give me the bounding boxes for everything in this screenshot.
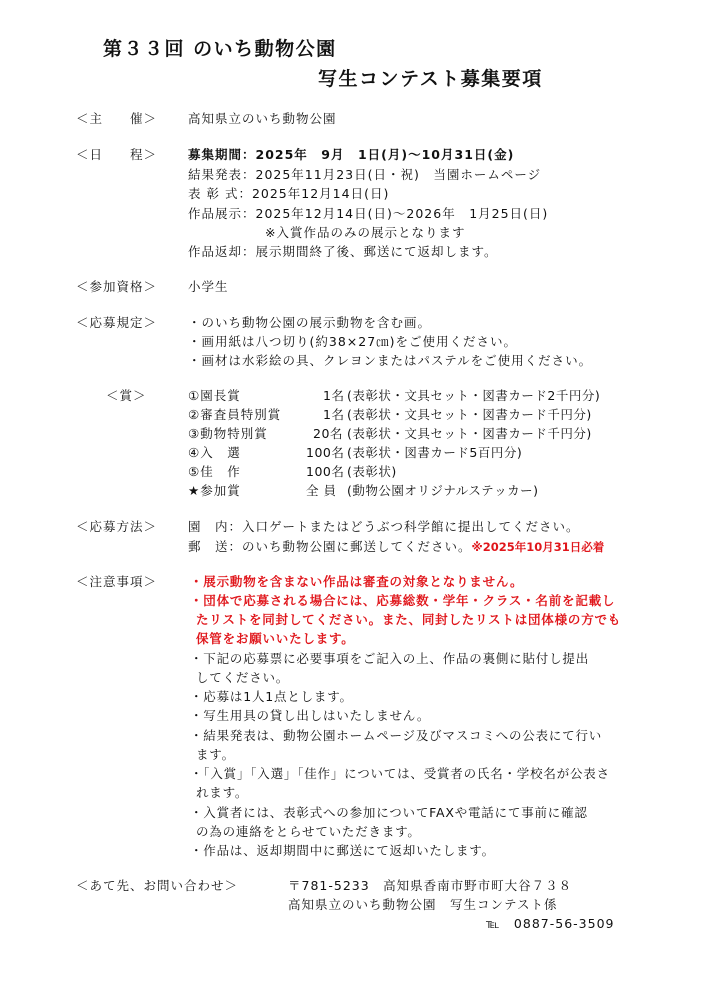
method-mail [188, 537, 604, 555]
contact-tel: ℡ 0887-56-3509 [486, 916, 615, 931]
prize-count: 20名 [313, 426, 343, 441]
note-item: れます。 [196, 785, 249, 800]
prize-name: ④入 選 [188, 445, 241, 460]
schedule-period: 募集期間：2025年 9月 1日(月)～10月31日(金) [188, 147, 515, 162]
sponsor-label: ＜主 催＞ [76, 111, 158, 126]
prize-detail: (表彰状) [347, 464, 397, 479]
note-item: ・作品は、返却期間中に郵送にて返却いたします。 [190, 843, 495, 858]
mail-deadline: ※2025年10月31日必着 [471, 540, 605, 554]
note-item: の為の連絡をとらせていただきます。 [196, 824, 421, 839]
note-item: ・結果発表は、動物公園ホームページ及びマスコミへの公表にて行い [190, 728, 603, 743]
schedule-ceremony: 表 彰 式：2025年12月14日(日) [188, 186, 390, 201]
contact-org: 高知県立のいち動物公園 写生コンテスト係 [288, 897, 558, 912]
prize-detail: (動物公園オリジナルステッカー) [347, 483, 539, 498]
contact-postal: 〒781-5233 高知県香南市野市町大谷７３８ [288, 878, 573, 893]
note-item: ・応募は1人1点とします。 [190, 689, 353, 704]
prize-count: 1名 [323, 388, 345, 403]
note-item: してください。 [196, 670, 290, 685]
rules-label: ＜応募規定＞ [76, 315, 158, 330]
note-item: ・入賞者には、表彰式への参加についてFAXや電話にて事前に確認 [190, 805, 588, 820]
prize-detail: (表彰状・図書カード5百円分) [347, 445, 523, 460]
note-red: ・団体で応募される場合には、応募総数・学年・クラス・名前を記載し [190, 593, 616, 608]
prize-detail: (表彰状・文具セット・図書カード千円分) [347, 426, 592, 441]
eligibility-label: ＜参加資格＞ [76, 279, 158, 294]
notes-label: ＜注意事項＞ [76, 574, 158, 589]
note-item: ます。 [196, 747, 235, 762]
note-item: ・「入賞」「入選」「佳作」については、受賞者の氏名・学校名が公表さ [190, 766, 610, 781]
prize-detail: (表彰状・文具セット・図書カード2千円分) [347, 388, 601, 403]
method-mail-text: 郵 送：のいち動物公園に郵送してください。 [188, 539, 472, 554]
rules-item: ・画用紙は八つ切り(約38×27㎝)をご使用ください。 [188, 334, 518, 349]
document-title-line2: 写生コンテスト募集要項 [318, 68, 543, 90]
schedule-label: ＜日 程＞ [76, 147, 158, 162]
sponsor-value: 高知県立のいち動物公園 [188, 111, 337, 126]
schedule-return: 作品返却：展示期間終了後、郵送にて返却します。 [188, 244, 498, 259]
document-title-line1: 第３３回 のいち動物公園 [103, 38, 337, 60]
rules-item: ・のいち動物公園の展示動物を含む画。 [188, 315, 432, 330]
note-item: ・写生用具の貸し出しはいたしません。 [190, 708, 431, 723]
prize-name: ★参加賞 [188, 483, 241, 498]
prize-count: 100名 [306, 445, 345, 460]
method-label: ＜応募方法＞ [76, 519, 158, 534]
rules-item: ・画材は水彩絵の具、クレヨンまたはパステルをご使用ください。 [188, 353, 593, 368]
note-red: 保管をお願いいたします。 [196, 631, 355, 646]
prize-count: 1名 [323, 407, 345, 422]
note-item: ・下記の応募票に必要事項をご記入の上、作品の裏側に貼付し提出 [190, 651, 590, 666]
prize-name: ⑤佳 作 [188, 464, 241, 479]
prize-name: ①園長賞 [188, 388, 241, 403]
contact-label: ＜あて先、お問い合わせ＞ [76, 878, 239, 893]
prize-count: 全 員 [306, 483, 337, 498]
prizes-label: ＜賞＞ [106, 388, 147, 403]
schedule-exhibit-note: ※入賞作品のみの展示となります [265, 225, 466, 240]
note-red: たリストを同封してください。また、同封したリストは団体様の方でも [196, 612, 622, 627]
schedule-exhibit: 作品展示：2025年12月14日(日)～2026年 1月25日(日) [188, 206, 549, 221]
eligibility-value: 小学生 [188, 279, 229, 294]
prize-detail: (表彰状・文具セット・図書カード千円分) [347, 407, 592, 422]
prize-count: 100名 [306, 464, 345, 479]
schedule-results: 結果発表：2025年11月23日(日・祝) 当園ホームページ [188, 167, 542, 182]
note-red: ・展示動物を含まない作品は審査の対象となりません。 [190, 574, 524, 589]
prize-name: ③動物特別賞 [188, 426, 268, 441]
method-onsite: 園 内：入口ゲートまたはどうぶつ科学館に提出してください。 [188, 519, 580, 534]
prize-name: ②審査員特別賞 [188, 407, 282, 422]
